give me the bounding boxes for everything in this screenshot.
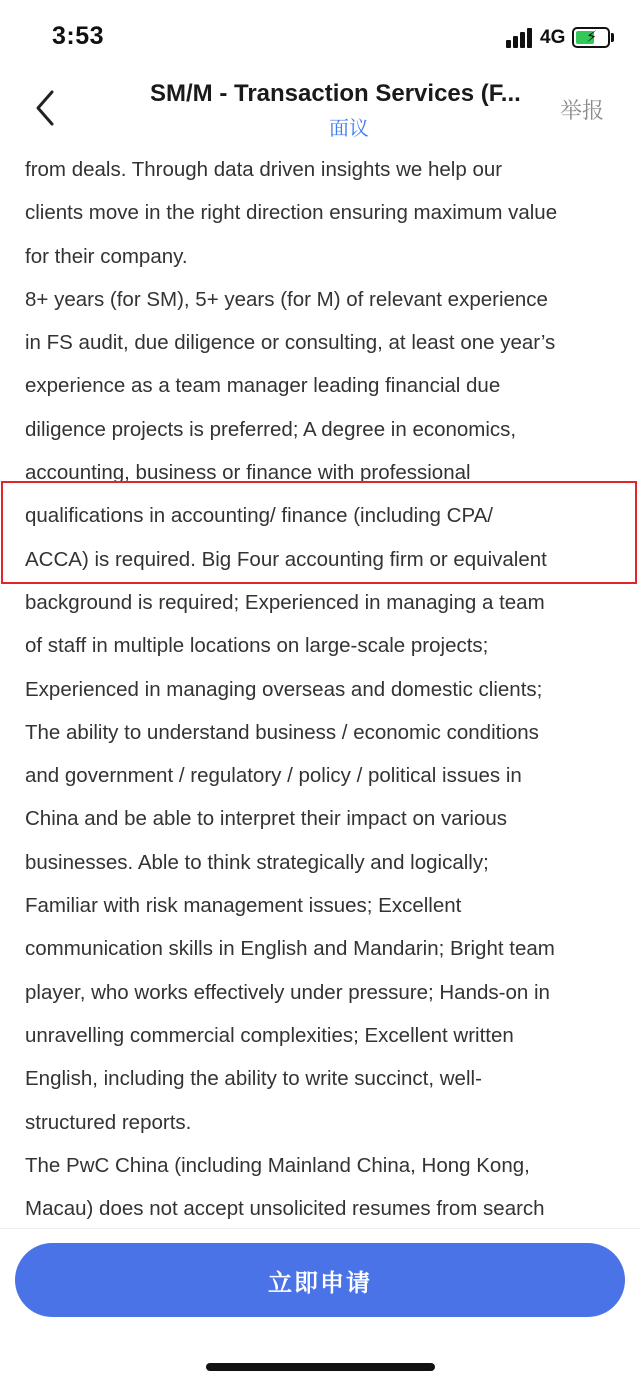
description-line: from deals. Through data driven insights we help our	[25, 158, 503, 181]
description-line: of staff in multiple locations on large-scale projects;	[25, 634, 489, 658]
highlight-box	[1, 481, 637, 584]
description-line: accounting, business or finance with professional	[25, 461, 471, 485]
description-line: 8+ years (for SM), 5+ years (for M) of relevant experience	[25, 287, 548, 311]
network-type: 4G	[540, 27, 566, 48]
battery-icon: ⚡	[572, 27, 610, 48]
nav-bar	[0, 76, 640, 146]
description-line: unravelling commercial complexities; Excellent written	[25, 1023, 514, 1047]
home-indicator	[206, 1363, 435, 1371]
battery-cap	[611, 33, 614, 42]
description-line: communication skills in English and Mandarin; Bright team	[25, 937, 555, 961]
description-line: structured reports.	[25, 1110, 192, 1134]
description-line: The ability to understand business / economic conditions	[25, 720, 539, 744]
description-line: China and be able to interpret their impact on various	[25, 807, 508, 831]
page-title: SM/M - Transaction Services (F...	[150, 80, 521, 107]
description-line: experience as a team manager leading financial due	[25, 374, 501, 398]
description-line: ACCA) is required. Big Four accounting firm or equivalent	[25, 547, 547, 571]
description-line: Macau) does not accept unsolicited resumes from search	[25, 1197, 545, 1221]
signal-icon	[506, 28, 534, 48]
description-line: businesses. Able to think strategically and logically;	[25, 850, 489, 874]
description-line: background is required; Experienced in managing a team	[25, 590, 545, 614]
description-line: for their company.	[25, 244, 188, 268]
description-line: English, including the ability to write succinct, well-	[25, 1067, 482, 1091]
description-line: player, who works effectively under pressure; Hands-on in	[25, 980, 550, 1004]
salary-label: 面议	[329, 118, 369, 140]
apply-button[interactable]: 立即申请	[15, 1243, 625, 1317]
report-button[interactable]: 举报	[560, 98, 605, 123]
description-line: qualifications in accounting/ finance (including CPA/	[25, 504, 493, 528]
status-time: 3:53	[52, 22, 105, 50]
description-line: Experienced in managing overseas and domestic clients;	[25, 677, 543, 701]
description-line: and government / regulatory / policy / political issues in	[25, 764, 522, 788]
description-line: in FS audit, due diligence or consulting, at least one year’s	[25, 331, 556, 355]
description-line: clients move in the right direction ensuring maximum value	[25, 201, 558, 225]
description-line: The PwC China (including Mainland China, Hong Kong,	[25, 1153, 530, 1177]
description-line: Familiar with risk management issues; Excellent	[25, 894, 462, 918]
footer-divider	[0, 1228, 640, 1229]
job-description	[25, 148, 625, 1228]
description-line: diligence projects is preferred; A degree in economics,	[25, 417, 517, 441]
status-bar	[0, 0, 640, 76]
